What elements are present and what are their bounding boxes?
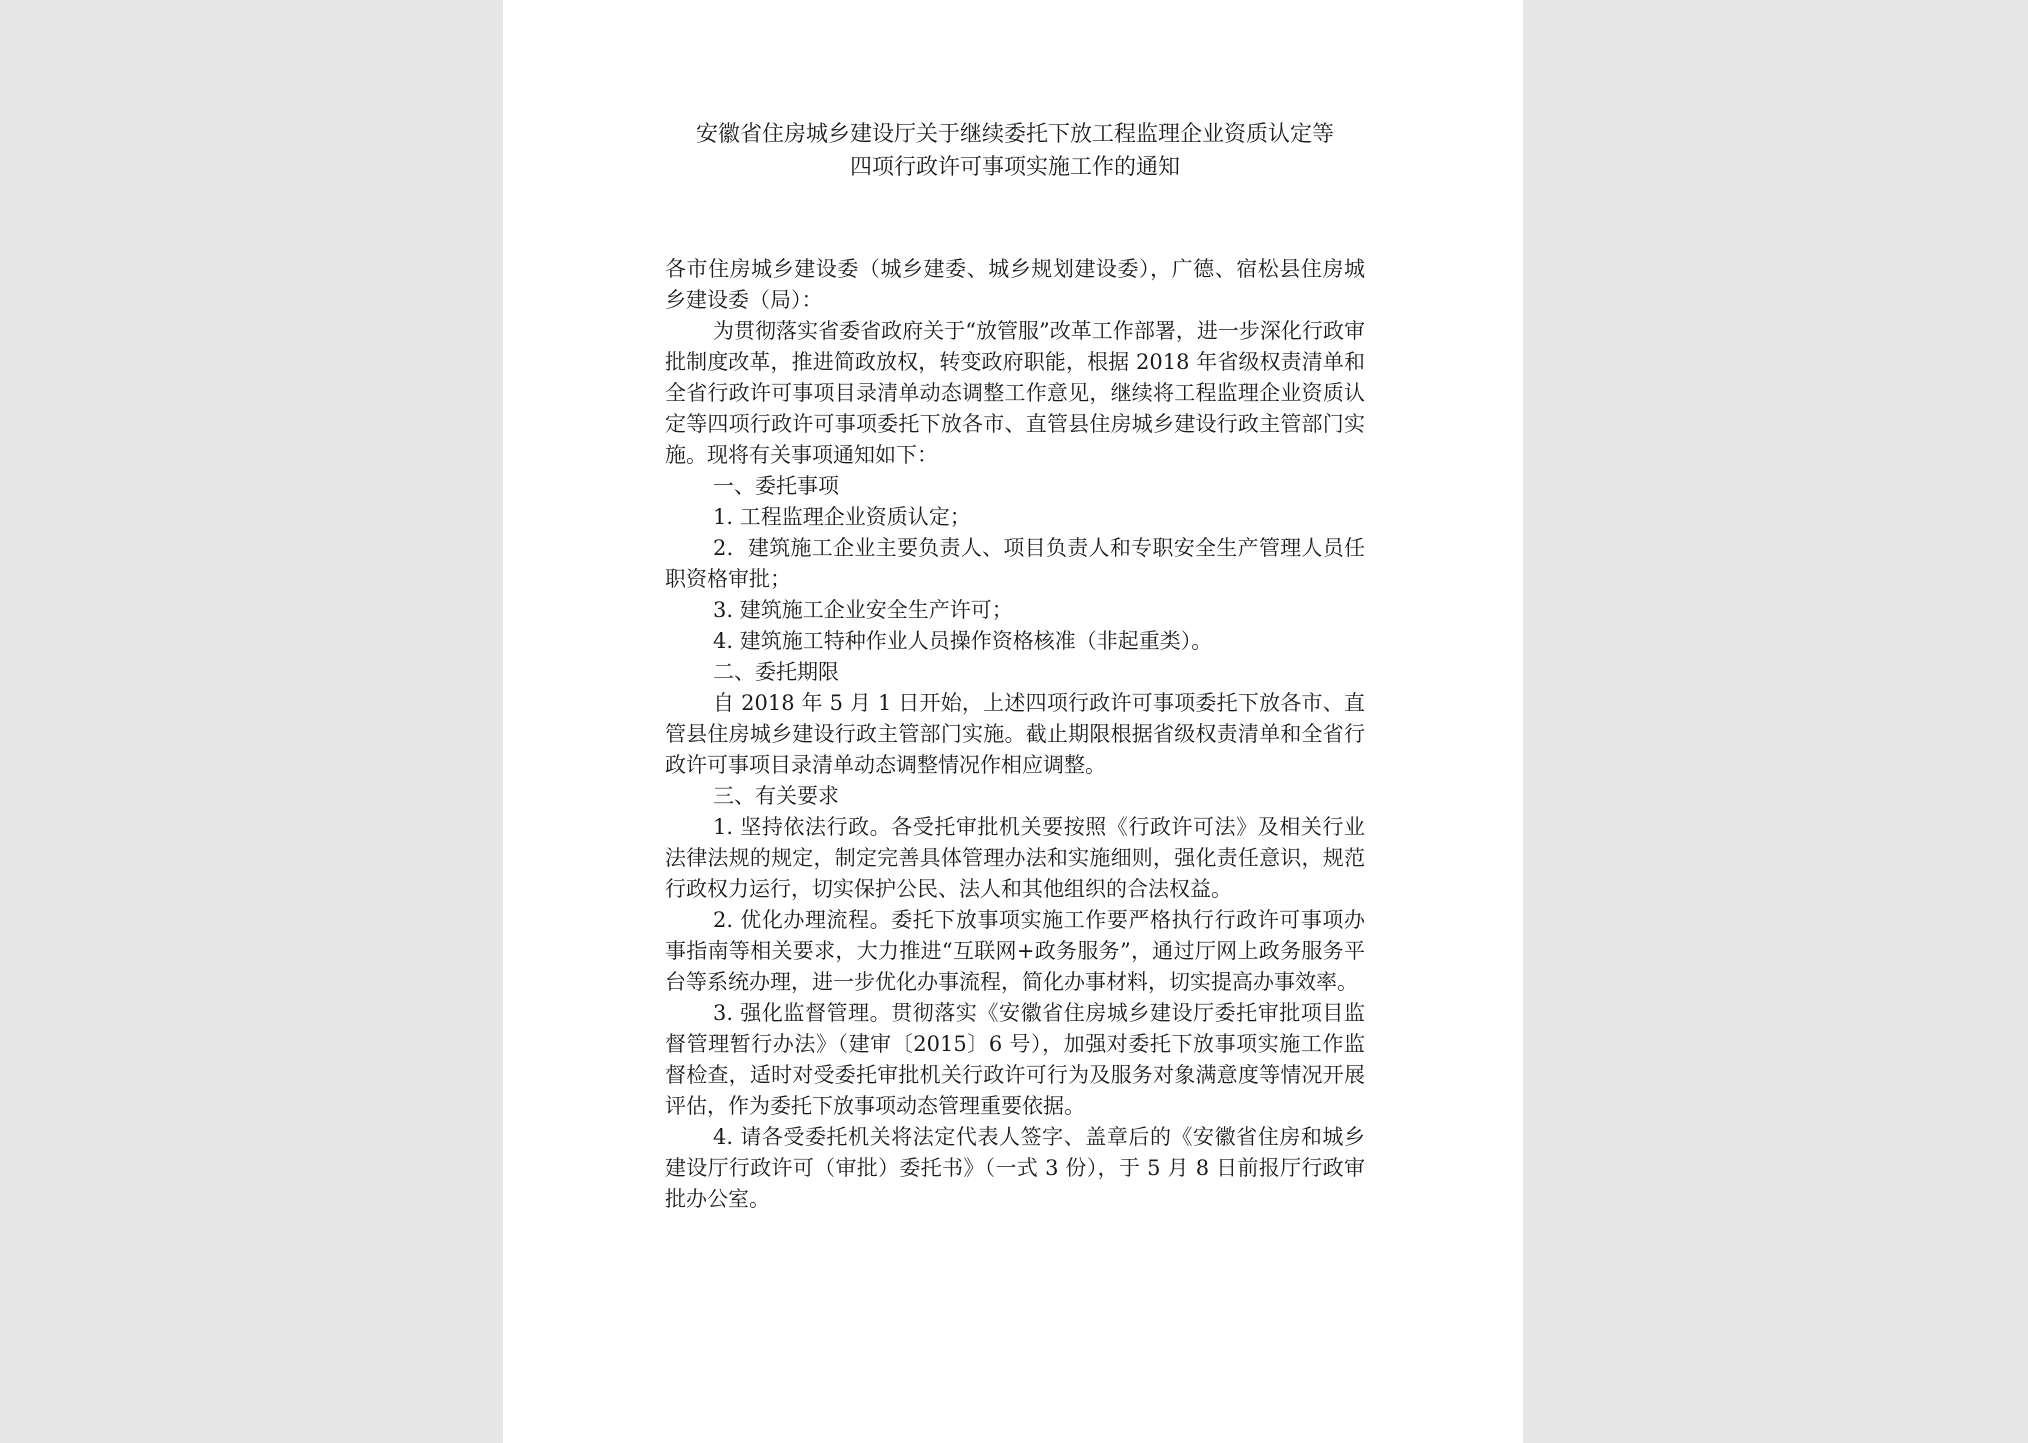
requirement-4: 4. 请各受委托机关将法定代表人签字、盖章后的《安徽省住房和城乡建设厅行政许可（审批）委托书》（一式 3 份），于 5 月 8 日前报厅行政审批办公室。 <box>665 1125 1365 1211</box>
document-title <box>665 118 1365 184</box>
period-paragraph: 自 2018 年 5 月 1 日开始，上述四项行政许可事项委托下放各市、直管县住房城乡建设行政主管部门实施。截止期限根据省级权责清单和全省行政许可事项目录清单动态调整情况作相应调整。 <box>665 691 1365 777</box>
salutation: 各市住房城乡建设委（城乡建委、城乡规划建设委），广德、宿松县住房城乡建设委（局）： <box>665 257 1365 312</box>
list-item-3: 3. 建筑施工企业安全生产许可； <box>713 598 1013 622</box>
document-page <box>503 0 1523 1443</box>
intro-paragraph: 为贯彻落实省委省政府关于“放管服”改革工作部署，进一步深化行政审批制度改革，推进简政放权，转变政府职能，根据 2018 年省级权责清单和全省行政许可事项目录清单动态调整工作意见，继续将工程监理企业资质认定等四项行政许可事项委托下放各市、直管县住房城乡建设行政主管部门实施。现将有关事项通知如下： <box>665 319 1365 467</box>
document-body <box>665 118 1365 1215</box>
list-item-2: 2．建筑施工企业主要负责人、项目负责人和专职安全生产管理人员任职资格审批； <box>665 536 1365 591</box>
title-line-1: 安徽省住房城乡建设厅关于继续委托下放工程监理企业资质认定等 <box>695 122 1334 147</box>
title-line-2: 四项行政许可事项实施工作的通知 <box>849 155 1180 180</box>
list-item-4: 4. 建筑施工特种作业人员操作资格核准（非起重类）。 <box>713 629 1213 653</box>
section-heading-1: 一、委托事项 <box>713 474 839 498</box>
requirement-2: 2. 优化办理流程。委托下放事项实施工作要严格执行行政许可事项办事指南等相关要求，大力推进“互联网+政务服务”，通过厅网上政务服务平台等系统办理，进一步优化办事流程，简化办事材料，切实提高办事效率。 <box>665 908 1365 994</box>
requirement-1: 1. 坚持依法行政。各受托审批机关要按照《行政许可法》及相关行业法律法规的规定，制定完善具体管理办法和实施细则，强化责任意识，规范行政权力运行，切实保护公民、法人和其他组织的合法权益。 <box>665 815 1365 901</box>
requirement-3: 3. 强化监督管理。贯彻落实《安徽省住房城乡建设厅委托审批项目监督管理暂行办法》（建审〔2015〕6 号），加强对委托下放事项实施工作监督检查，适时对受委托审批机关行政许可行为及服务对象满意度等情况开展评估，作为委托下放事项动态管理重要依据。 <box>665 1001 1365 1118</box>
section-heading-3: 三、有关要求 <box>713 784 839 808</box>
list-item-1: 1. 工程监理企业资质认定； <box>713 505 971 529</box>
section-heading-2: 二、委托期限 <box>713 660 839 684</box>
